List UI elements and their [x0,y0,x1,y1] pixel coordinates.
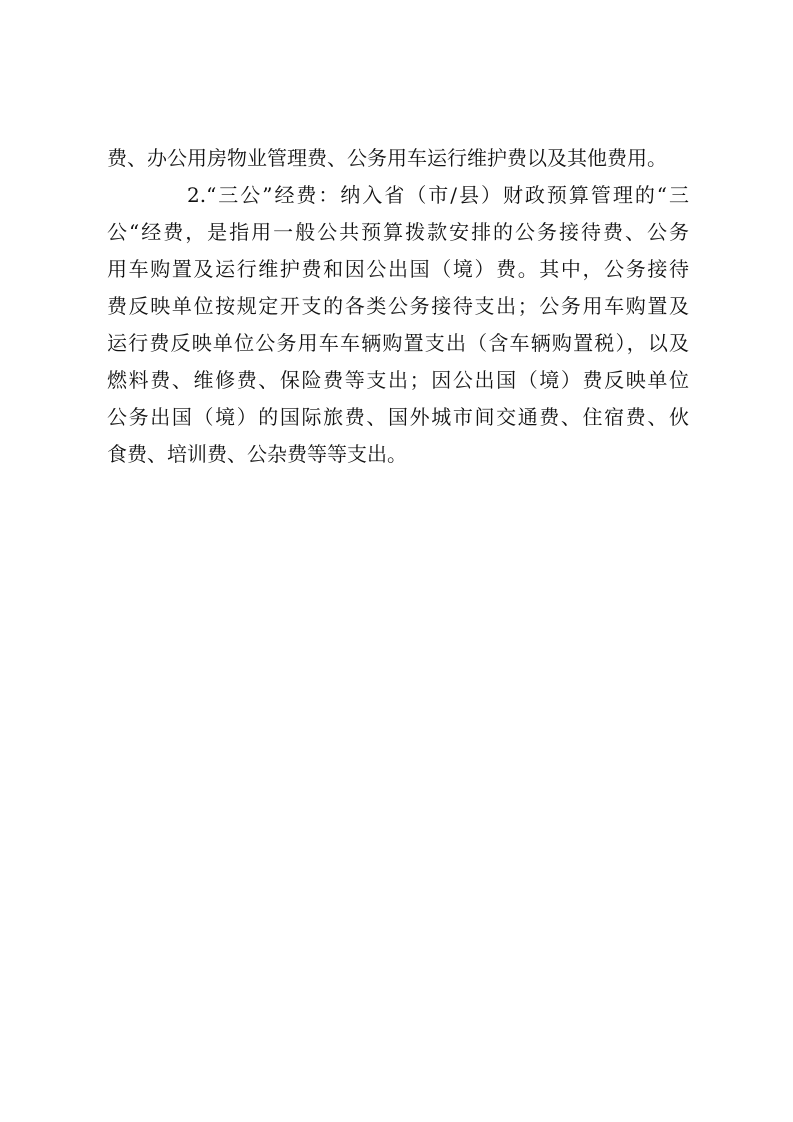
paragraph-2-line-2: 公“经费，是指用一般公共预算拨款安排的公务接待费、公务 [107,220,689,244]
document-body [107,140,689,473]
paragraph-1-line-1: 费、办公用房物业管理费、公务用车运行维护费以及其他费用。 [107,146,667,170]
paragraph-2-line-5: 运行费反映单位公务用车车辆购置支出（含车辆购置税），以及 [107,331,689,355]
paragraph-2-line-6: 燃料费、维修费、保险费等支出；因公出国（境）费反映单位 [107,368,689,392]
paragraph-2-line-1: 2.“三公”经费：纳入省（市/县）财政预算管理的“三 [187,183,689,207]
paragraph-2-line-4: 费反映单位按规定开支的各类公务接待支出；公务用车购置及 [107,294,689,318]
paragraph-2-line-8: 食费、培训费、公杂费等等支出。 [107,442,407,466]
paragraph-2-line-3: 用车购置及运行维护费和因公出国（境）费。其中，公务接待 [107,257,689,281]
paragraph-2-line-7: 公务出国（境）的国际旅费、国外城市间交通费、住宿费、伙 [107,405,689,429]
